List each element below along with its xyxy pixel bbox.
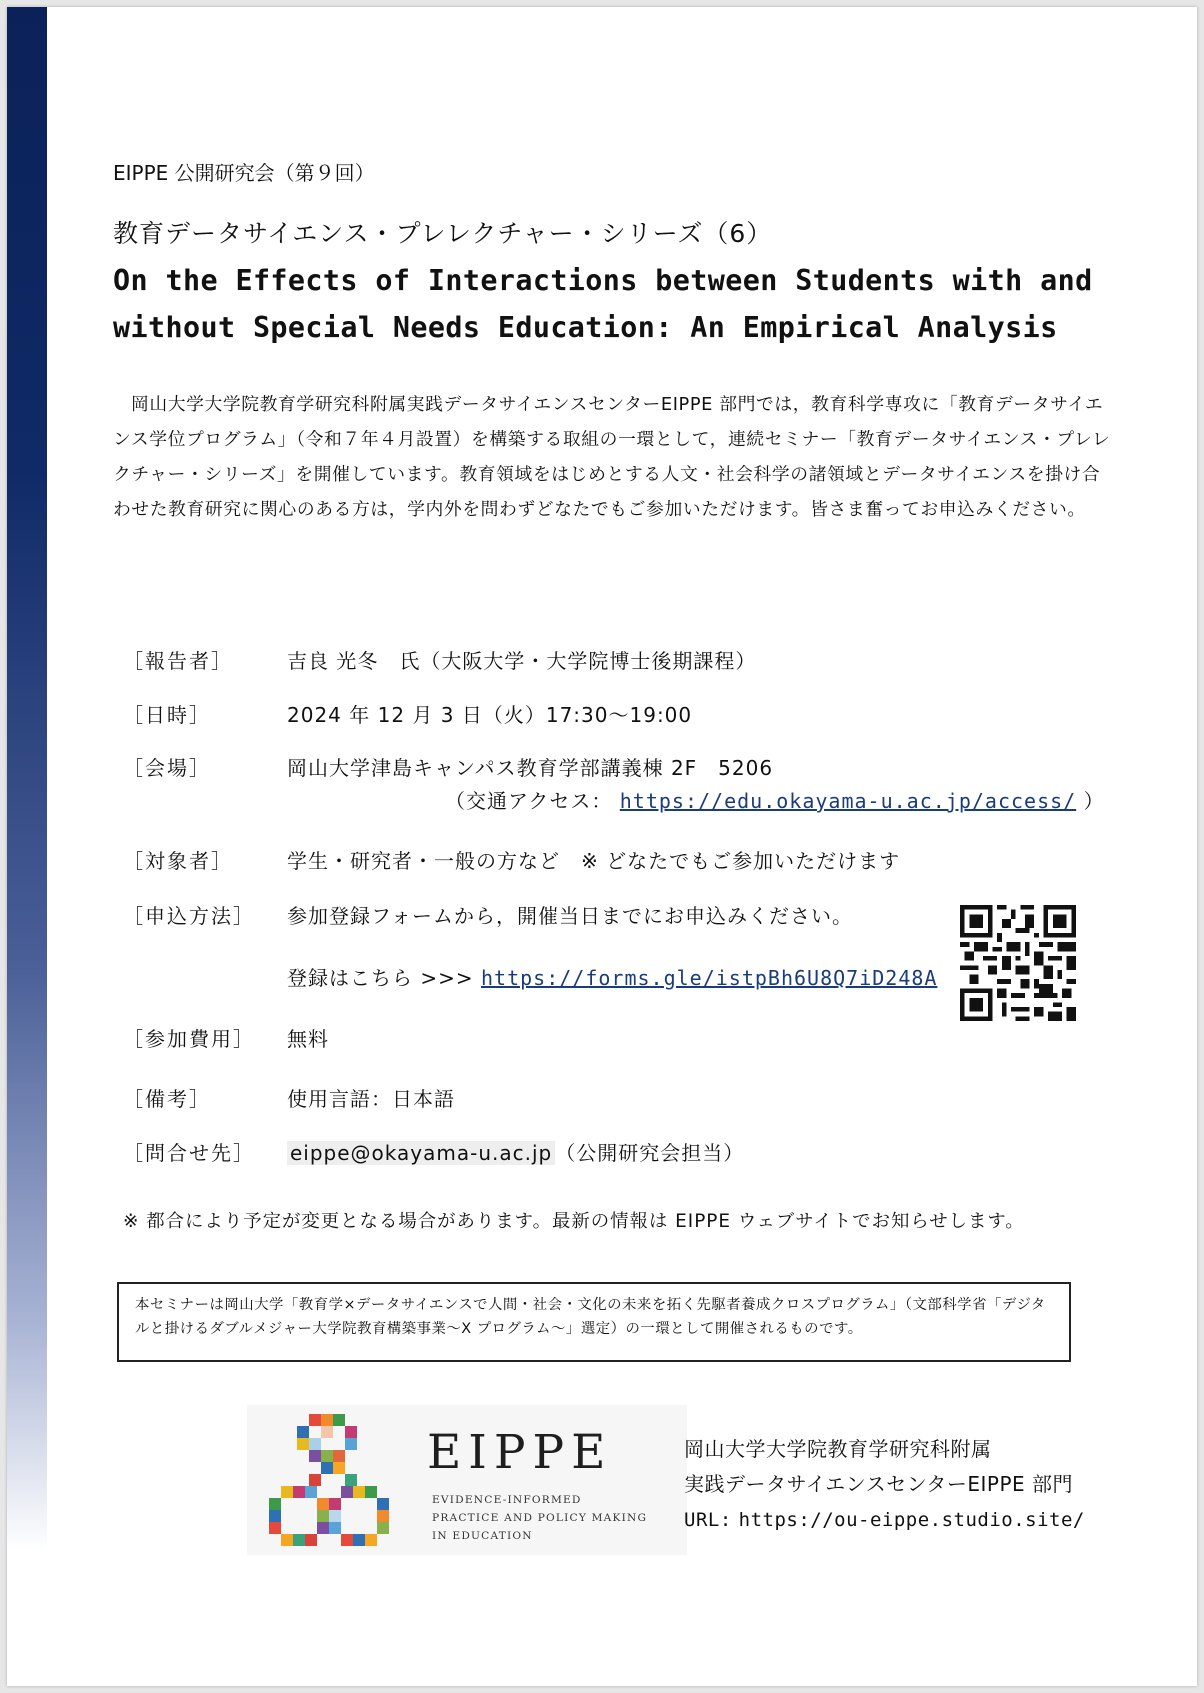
schedule-change-notice: ※ 都合により予定が変更となる場合があります。最新の情報は EIPPE ウェブサイトでお知らせします。 (123, 1211, 1025, 1232)
eippe-mosaic-logo-icon (269, 1412, 404, 1550)
apply-label: ［申込方法］ (123, 904, 255, 928)
datetime-label: ［日時］ (123, 703, 211, 727)
venue-label: ［会場］ (123, 756, 211, 780)
access-prefix: （交通アクセス： (445, 789, 613, 813)
eippe-tagline (432, 1491, 647, 1545)
presenter-value: 吉良 光冬 氏（大阪大学・大学院博士後期課程） (287, 649, 757, 673)
notes-label: ［備考］ (123, 1087, 211, 1111)
access-line (445, 785, 1105, 814)
tagline-line-2: PRACTICE AND POLICY MAKING (432, 1512, 648, 1524)
org-line-1: 岡山大学大学院教育学研究科附属 (684, 1437, 992, 1461)
tagline-line-3: IN EDUCATION (432, 1530, 533, 1542)
fee-value: 無料 (287, 1027, 329, 1051)
title-line-2: without Special Needs Education: An Empirical Analysis (113, 311, 1058, 344)
contact-email[interactable]: eippe@okayama-u.ac.jp (287, 1141, 555, 1165)
apply-value: 参加登録フォームから，開催当日までにお申込みください。 (287, 904, 853, 928)
register-link[interactable]: https://forms.gle/istpBh6U8Q7iD248A (481, 966, 938, 990)
org-url-line (684, 1502, 1085, 1538)
contact-value (287, 1137, 744, 1166)
org-url[interactable]: https://ou-eippe.studio.site/ (738, 1509, 1085, 1531)
organization-info (684, 1432, 1085, 1538)
side-accent-bar (7, 7, 47, 1552)
registration-qr-code[interactable] (960, 905, 1076, 1021)
access-link[interactable]: https://edu.okayama-u.ac.jp/access/ (619, 789, 1077, 813)
presenter-label: ［報告者］ (123, 649, 233, 673)
datetime-value: 2024 年 12 月 3 日（火）17:30～19:00 (287, 703, 693, 727)
audience-value: 学生・研究者・一般の方など ※ どなたでもご参加いただけます (287, 849, 901, 873)
contact-label: ［問合せ先］ (123, 1141, 255, 1165)
flyer-page (7, 7, 1197, 1686)
audience-label: ［対象者］ (123, 849, 233, 873)
tagline-line-1: EVIDENCE-INFORMED (432, 1494, 582, 1506)
venue-value: 岡山大学津島キャンパス教育学部講義棟 2F 5206 (287, 756, 774, 780)
fee-label: ［参加費用］ (123, 1027, 255, 1051)
title-line-1: On the Effects of Interactions between Students with and (113, 264, 1093, 297)
intro-paragraph: 岡山大学大学院教育学研究科附属実践データサイエンスセンターEIPPE 部門では，教育科学専攻に「教育データサイエンス学位プログラム」（令和７年４月設置）を構築する取組の一環として，連続セミナー「教育データサイエンス・プレレクチャー・シリーズ」を開催しています。教育領域をはじめとする人文・社会科学の諸領域とデータサイエンスを掛け合わせた教育研究に関心のある方は，学内外を問わずどなたでもご参加いただけます。皆さま奮ってお申込みください。 (113, 394, 1111, 520)
access-suffix: ） (1083, 789, 1105, 813)
url-label: URL: (684, 1509, 732, 1531)
contact-suffix: （公開研究会担当） (555, 1141, 745, 1165)
series-label: EIPPE 公開研究会（第９回） (113, 161, 375, 185)
register-prefix: 登録はこちら >>> (287, 966, 474, 990)
talk-title (113, 257, 1143, 351)
register-line (287, 962, 937, 991)
program-note-box (117, 1282, 1071, 1362)
eippe-wordmark: EIPPE (427, 1425, 613, 1480)
program-note-text: 本セミナーは岡山大学「教育学×データサイエンスで人間・社会・文化の未来を拓く先駆者養成クロスプログラム」（文部科学省「デジタルと掛けるダブルメジャー大学院教育構築事業～X プログラム～」選定）の一環として開催されるものです。 (135, 1297, 1046, 1337)
series-subtitle: 教育データサイエンス・プレレクチャー・シリーズ（6） (113, 219, 773, 248)
notes-value: 使用言語：日本語 (287, 1087, 455, 1111)
org-line-2: 実践データサイエンスセンターEIPPE 部門 (684, 1472, 1074, 1496)
